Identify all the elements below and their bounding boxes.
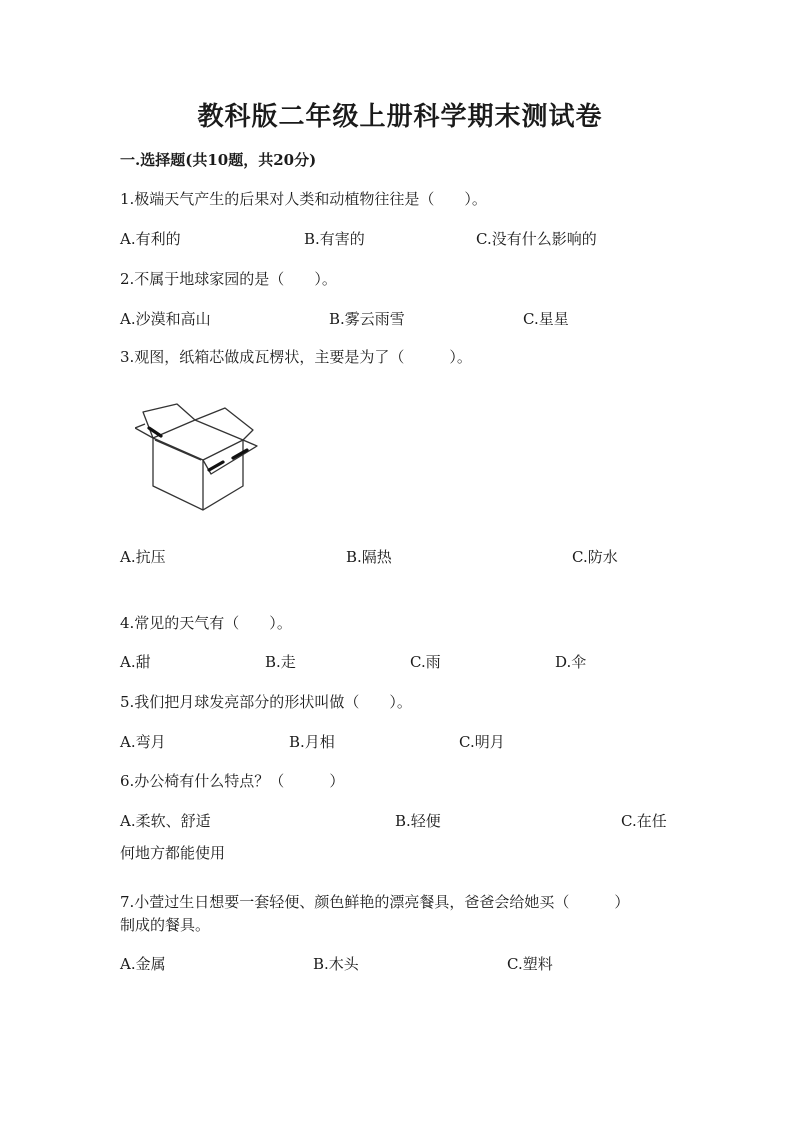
- question-5-option-a: A.弯月: [120, 733, 166, 751]
- question-7-option-c: C.塑料: [507, 955, 553, 973]
- question-7-stem: 7.小萱过生日想要一套轻便、颜色鲜艳的漂亮餐具，爸爸会给她买（ ）: [120, 893, 630, 911]
- question-6-option-c-continuation: 何地方都能使用: [120, 844, 226, 862]
- question-4-stem: 4.常见的天气有（ ）。: [120, 614, 292, 632]
- question-6-option-b: B.轻便: [395, 812, 441, 830]
- question-1-option-c: C.没有什么影响的: [476, 230, 597, 248]
- question-6-stem: 6.办公椅有什么特点？（ ）: [120, 772, 345, 790]
- question-6-option-a: A.柔软、舒适: [120, 812, 211, 830]
- question-5-stem: 5.我们把月球发亮部分的形状叫做（ ）。: [120, 693, 412, 711]
- question-7-stem-continuation: 制成的餐具。: [120, 916, 211, 934]
- question-5-option-b: B.月相: [289, 733, 335, 751]
- question-3-option-a: A.抗压: [120, 548, 166, 566]
- question-2-option-b: B.雾云雨雪: [329, 310, 405, 328]
- page-title: 教科版二年级上册科学期末测试卷: [197, 102, 603, 132]
- cardboard-box-illustration: [135, 402, 265, 514]
- question-4-option-b: B.走: [265, 653, 296, 671]
- question-1-option-a: A.有利的: [120, 230, 181, 248]
- question-1-stem: 1.极端天气产生的后果对人类和动植物往往是（ ）。: [120, 190, 487, 208]
- question-4-option-c: C.雨: [410, 653, 441, 671]
- question-1-option-b: B.有害的: [304, 230, 365, 248]
- question-4-option-a: A.甜: [120, 653, 151, 671]
- question-7-option-b: B.木头: [313, 955, 359, 973]
- question-2-option-a: A.沙漠和高山: [120, 310, 211, 328]
- question-3-stem: 3.观图，纸箱芯做成瓦楞状，主要是为了（ ）。: [120, 348, 472, 366]
- question-4-option-d: D.伞: [555, 653, 587, 671]
- question-2-option-c: C.星星: [523, 310, 569, 328]
- question-7-option-a: A.金属: [120, 955, 166, 973]
- question-5-option-c: C.明月: [459, 733, 505, 751]
- question-3-option-c: C.防水: [572, 548, 618, 566]
- section-heading: 一.选择题(共10题，共20分): [120, 151, 317, 169]
- question-3-option-b: B.隔热: [346, 548, 392, 566]
- question-6-option-c: C.在任: [621, 812, 667, 830]
- question-2-stem: 2.不属于地球家园的是（ ）。: [120, 270, 337, 288]
